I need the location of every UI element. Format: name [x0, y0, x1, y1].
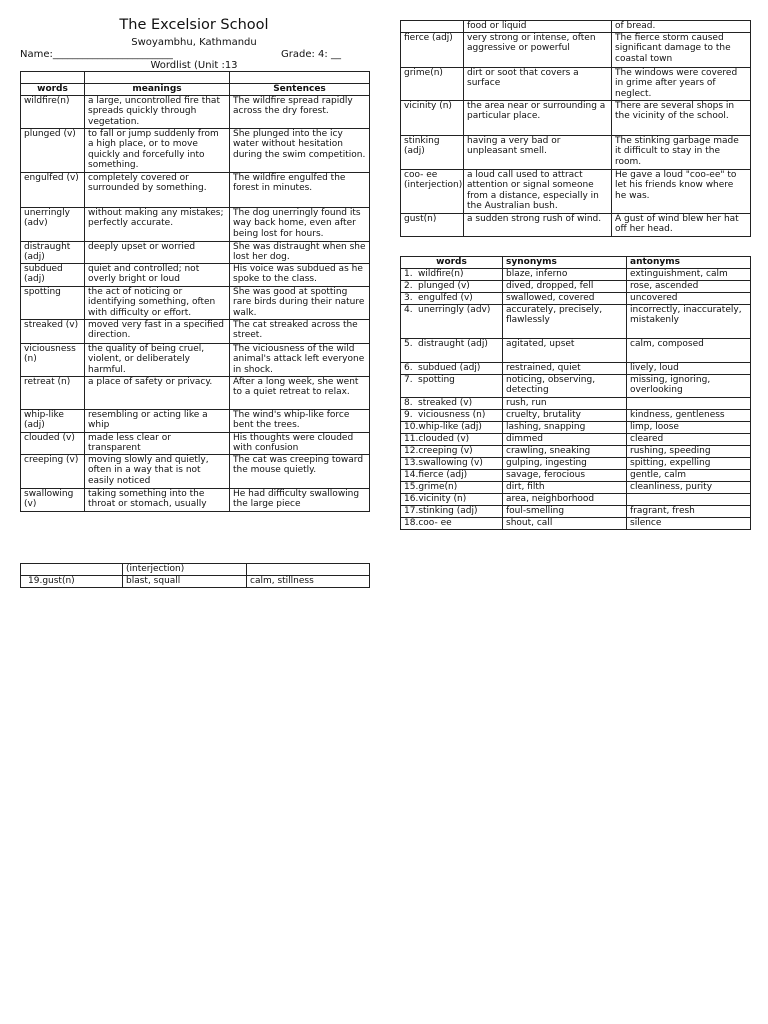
antonym-cell: gentle, calm: [627, 469, 751, 481]
wordlist-meanings-continued-table: [400, 20, 751, 237]
meaning-cell: without making any mistakes; perfectly accurate.: [85, 207, 230, 241]
meaning-cell: a large, uncontrolled fire that spreads quickly through vegetation.: [85, 95, 230, 128]
table-row: [401, 409, 751, 421]
table-row: [401, 445, 751, 457]
word-cell: stinking (adj): [418, 505, 478, 516]
table-header-row: [21, 84, 370, 96]
table-row: [21, 207, 370, 241]
antonym-cell: fragrant, fresh: [627, 505, 751, 517]
antonym-cell: lively, loud: [627, 362, 751, 374]
column-header-synonyms: synonyms: [503, 257, 627, 269]
word-cell: subdued (adj): [418, 362, 481, 373]
sentence-cell: She was distraught when she lost her dog.: [230, 241, 370, 263]
sentence-cell: His voice was subdued as he spoke to the class.: [230, 263, 370, 286]
word-cell: whip-like (adj): [21, 409, 85, 432]
table-row: [21, 128, 370, 172]
word-cell: grime(n): [401, 67, 464, 100]
synonym-cell: dived, dropped, fell: [503, 280, 627, 292]
school-address: Swoyambhu, Kathmandu: [131, 37, 257, 48]
table-row: [401, 169, 751, 213]
sentence-cell: The cat streaked across the street.: [230, 319, 370, 343]
meaning-cell: a place of safety or privacy.: [85, 376, 230, 409]
word-cell: coo- ee: [418, 517, 452, 528]
column-header-antonyms: antonyms: [627, 257, 751, 269]
word-cell: spotting: [418, 374, 455, 385]
table-row: [21, 409, 370, 432]
row-number: 5.: [404, 338, 413, 349]
word-cell: clouded (v): [418, 433, 470, 444]
synonym-cell: area, neighborhood: [503, 493, 627, 505]
meaning-cell: quiet and controlled; not overly bright or loud: [85, 263, 230, 286]
table-row: [401, 338, 751, 362]
word-cell: subdued (adj): [21, 263, 85, 286]
synonym-cell: agitated, upset: [503, 338, 627, 362]
sentence-cell: The stinking garbage made it difficult to stay in the room.: [612, 135, 751, 169]
table-row: [401, 280, 751, 292]
word-cell: wildfire(n): [418, 268, 464, 279]
word-cell: spotting: [21, 286, 85, 319]
table-header-row: [401, 257, 751, 269]
word-cell: distraught (adj): [21, 241, 85, 263]
synonym-cell: shout, call: [503, 517, 627, 529]
table-row: [21, 564, 370, 576]
synonym-cell: blaze, inferno: [503, 268, 627, 280]
row-number: 12.: [404, 445, 419, 456]
sentence-cell: She was good at spotting rare birds during their nature walk.: [230, 286, 370, 319]
meaning-cell: the act of noticing or identifying something, often with difficulty or effort.: [85, 286, 230, 319]
row-number: 8.: [404, 397, 413, 408]
table-row: [21, 432, 370, 454]
sentence-cell: The fierce storm caused significant damage to the coastal town: [612, 32, 751, 67]
synonym-cell: accurately, precisely, flawlessly: [503, 304, 627, 338]
row-number: 4.: [404, 304, 413, 315]
table-row: [21, 263, 370, 286]
synonym-cell: dimmed: [503, 433, 627, 445]
antonym-cell: calm, stillness: [247, 575, 370, 587]
word-cell: [21, 564, 123, 576]
word-cell: engulfed (v): [418, 292, 473, 303]
table-row: [21, 95, 370, 128]
word-cell: vicinity (n): [401, 100, 464, 135]
row-number: 6.: [404, 362, 413, 373]
word-cell: grime(n): [418, 481, 458, 492]
meaning-cell: dirt or soot that covers a surface: [464, 67, 612, 100]
antonym-cell: extinguishment, calm: [627, 268, 751, 280]
meaning-cell: the area near or surrounding a particular place.: [464, 100, 612, 135]
table-row: [401, 292, 751, 304]
word-cell: plunged (v): [21, 128, 85, 172]
meaning-cell: completely covered or surrounded by something.: [85, 172, 230, 207]
sentence-cell: She plunged into the icy water without hesitation during the swim competition.: [230, 128, 370, 172]
synonym-cell: noticing, observing, detecting: [503, 374, 627, 397]
synonym-cell: swallowed, covered: [503, 292, 627, 304]
meaning-cell: a loud call used to attract attention or signal someone from a distance, especially in the Australian bush.: [464, 169, 612, 213]
meaning-cell: moved very fast in a specified direction.: [85, 319, 230, 343]
sentence-cell: The dog unerringly found its way back home, even after being lost for hours.: [230, 207, 370, 241]
word-cell: [401, 21, 464, 33]
table-row: [401, 304, 751, 338]
table-row: [401, 213, 751, 236]
meaning-cell: deeply upset or worried: [85, 241, 230, 263]
name-field-label: Name:________________________: [20, 49, 173, 60]
synonym-cell: (interjection): [123, 564, 247, 576]
word-cell: streaked (v): [418, 397, 473, 408]
word-cell: vicinity (n): [418, 493, 467, 504]
sentence-cell: After a long week, she went to a quiet retreat to relax.: [230, 376, 370, 409]
word-cell: swallowing (v): [21, 488, 85, 511]
table-blank-row: [21, 72, 370, 84]
word-cell: coo- ee (interjection): [401, 169, 464, 213]
table-row: [401, 268, 751, 280]
wordlist-title: Wordlist (Unit :13: [150, 60, 238, 71]
sentence-cell: of bread.: [612, 21, 751, 33]
sentence-cell: The wildfire engulfed the forest in minutes.: [230, 172, 370, 207]
meaning-cell: having a very bad or unpleasant smell.: [464, 135, 612, 169]
table-row: [401, 67, 751, 100]
synonym-cell: dirt, filth: [503, 481, 627, 493]
word-cell: retreat (n): [21, 376, 85, 409]
table-row: [401, 21, 751, 33]
antonym-cell: silence: [627, 517, 751, 529]
sentence-cell: The windows were covered in grime after years of neglect.: [612, 67, 751, 100]
synonyms-antonyms-table: [400, 256, 751, 530]
word-cell: gust(n): [401, 213, 464, 236]
column-header-sentences: Sentences: [230, 84, 370, 96]
sentence-cell: He gave a loud "coo-ee" to let his friends know where he was.: [612, 169, 751, 213]
word-cell: 19.gust(n): [21, 575, 123, 587]
word-cell: creeping (v): [418, 445, 473, 456]
sentence-cell: The viciousness of the wild animal's attack left everyone in shock.: [230, 343, 370, 376]
table-row: [401, 493, 751, 505]
meaning-cell: a sudden strong rush of wind.: [464, 213, 612, 236]
synonym-cell: rush, run: [503, 397, 627, 409]
synonym-cell: foul-smelling: [503, 505, 627, 517]
word-cell: fierce (adj): [401, 32, 464, 67]
table-row: [401, 505, 751, 517]
antonym-cell: uncovered: [627, 292, 751, 304]
synonym-cell: savage, ferocious: [503, 469, 627, 481]
table-row: [401, 374, 751, 397]
sentence-cell: The cat was creeping toward the mouse quietly.: [230, 454, 370, 488]
table-row: [21, 575, 370, 587]
row-number: 3.: [404, 292, 413, 303]
table-row: [401, 135, 751, 169]
table-row: [401, 421, 751, 433]
synonym-cell: cruelty, brutality: [503, 409, 627, 421]
meaning-cell: very strong or intense, often aggressive or powerful: [464, 32, 612, 67]
antonym-cell: [627, 397, 751, 409]
meaning-cell: taking something into the throat or stomach, usually: [85, 488, 230, 511]
antonym-cell: spitting, expelling: [627, 457, 751, 469]
grade-field-label: Grade: 4: __: [281, 49, 341, 60]
sentence-cell: A gust of wind blew her hat off her head.: [612, 213, 751, 236]
table-row: [21, 286, 370, 319]
word-cell: plunged (v): [418, 280, 470, 291]
table-row: [401, 397, 751, 409]
table-row: [21, 172, 370, 207]
school-title: The Excelsior School: [119, 17, 269, 33]
antonym-cell: [627, 493, 751, 505]
table-row: [401, 481, 751, 493]
antonym-cell: cleanliness, purity: [627, 481, 751, 493]
sentence-cell: There are several shops in the vicinity of the school.: [612, 100, 751, 135]
row-number: 17.: [404, 505, 419, 516]
antonym-cell: rushing, speeding: [627, 445, 751, 457]
word-cell: viciousness (n): [21, 343, 85, 376]
synonym-cell: blast, squall: [123, 575, 247, 587]
table-row: [401, 517, 751, 529]
word-cell: swallowing (v): [418, 457, 483, 468]
row-number: 2.: [404, 280, 413, 291]
antonym-cell: rose, ascended: [627, 280, 751, 292]
antonym-cell: cleared: [627, 433, 751, 445]
wordlist-meanings-table: [20, 71, 370, 512]
antonym-cell: incorrectly, inaccurately, mistakenly: [627, 304, 751, 338]
column-header-words: words: [21, 84, 85, 96]
word-cell: viciousness (n): [418, 409, 486, 420]
row-number: 14.: [404, 469, 419, 480]
table-row: [401, 100, 751, 135]
word-cell: unerringly (adv): [21, 207, 85, 241]
word-cell: stinking (adj): [401, 135, 464, 169]
antonym-cell: missing, ignoring, overlooking: [627, 374, 751, 397]
sentence-cell: The wind's whip-like force bent the trees.: [230, 409, 370, 432]
table-row: [21, 376, 370, 409]
word-cell: wildfire(n): [21, 95, 85, 128]
synonyms-antonyms-continued-table: [20, 563, 370, 588]
row-number: 1.: [404, 268, 413, 279]
synonym-cell: gulping, ingesting: [503, 457, 627, 469]
table-row: [401, 469, 751, 481]
row-number: 10.: [404, 421, 419, 432]
synonym-cell: crawling, sneaking: [503, 445, 627, 457]
column-header-meanings: meanings: [85, 84, 230, 96]
word-cell: creeping (v): [21, 454, 85, 488]
table-row: [21, 454, 370, 488]
word-cell: clouded (v): [21, 432, 85, 454]
meaning-cell: the quality of being cruel, violent, or deliberately harmful.: [85, 343, 230, 376]
antonym-cell: [247, 564, 370, 576]
synonym-cell: lashing, snapping: [503, 421, 627, 433]
table-row: [401, 362, 751, 374]
antonym-cell: limp, loose: [627, 421, 751, 433]
word-cell: fierce (adj): [418, 469, 468, 480]
meaning-cell: resembling or acting like a whip: [85, 409, 230, 432]
row-number: 9.: [404, 409, 413, 420]
table-row: [21, 488, 370, 511]
column-header-words: words: [401, 257, 503, 269]
antonym-cell: calm, composed: [627, 338, 751, 362]
antonym-cell: kindness, gentleness: [627, 409, 751, 421]
row-number: 15.: [404, 481, 419, 492]
table-row: [21, 343, 370, 376]
sentence-cell: His thoughts were clouded with confusion: [230, 432, 370, 454]
word-cell: whip-like (adj): [418, 421, 482, 432]
row-number: 11.: [404, 433, 419, 444]
word-cell: unerringly (adv): [418, 304, 491, 315]
table-row: [401, 433, 751, 445]
meaning-cell: moving slowly and quietly, often in a way that is not easily noticed: [85, 454, 230, 488]
row-number: 7.: [404, 374, 413, 385]
row-number: 18.: [404, 517, 419, 528]
word-cell: distraught (adj): [418, 338, 488, 349]
sentence-cell: The wildfire spread rapidly across the dry forest.: [230, 95, 370, 128]
word-cell: engulfed (v): [21, 172, 85, 207]
row-number: 13.: [404, 457, 419, 468]
table-row: [21, 241, 370, 263]
word-cell: streaked (v): [21, 319, 85, 343]
synonym-cell: restrained, quiet: [503, 362, 627, 374]
row-number: 16.: [404, 493, 419, 504]
table-row: [401, 457, 751, 469]
sentence-cell: He had difficulty swallowing the large piece: [230, 488, 370, 511]
meaning-cell: made less clear or transparent: [85, 432, 230, 454]
table-row: [401, 32, 751, 67]
table-row: [21, 319, 370, 343]
meaning-cell: to fall or jump suddenly from a high place, or to move quickly and forcefully into something.: [85, 128, 230, 172]
meaning-cell: food or liquid: [464, 21, 612, 33]
